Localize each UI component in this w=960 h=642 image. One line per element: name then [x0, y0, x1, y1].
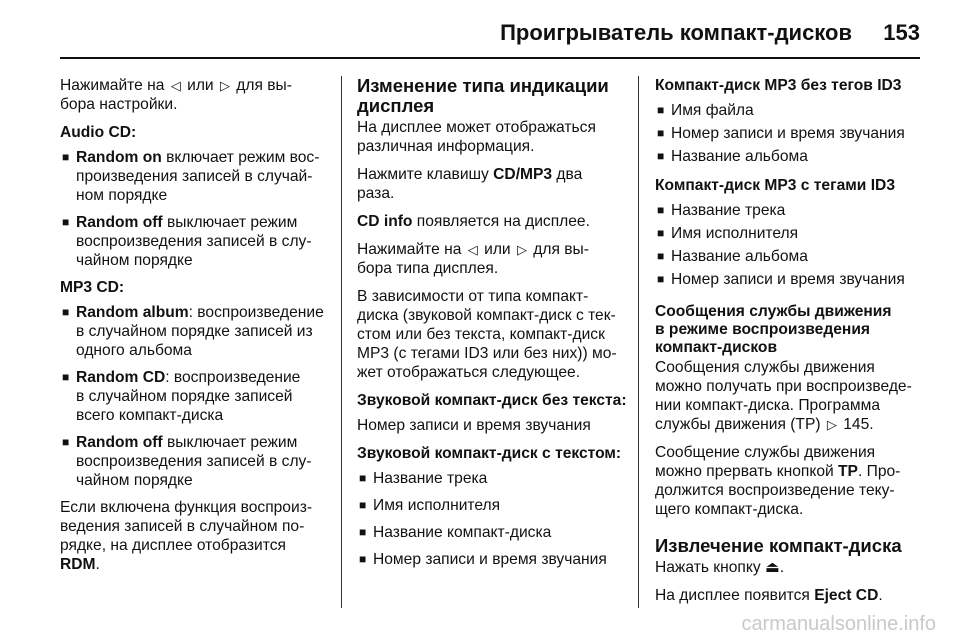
- column-divider-2: [638, 76, 639, 608]
- list-item: ■ Имя исполнителя: [357, 496, 629, 515]
- audio-cd-label: Audio CD:: [60, 124, 137, 141]
- page-header: [0, 0, 960, 62]
- list-item: ■ Имя исполнителя: [655, 224, 927, 243]
- paragraph: Сообщения службы движения можно получать при воспроизведе- нии компакт-диска. Программа службы движения (TP) ▷ 145.: [655, 359, 912, 433]
- section-heading-display-type: Изменение типа индикации дисплея: [357, 75, 609, 116]
- list-item: ■ Название альбома: [655, 147, 927, 166]
- section-heading-eject: Извлечение компакт-диска: [655, 535, 902, 556]
- mp3-cd-label: MP3 CD:: [60, 279, 125, 296]
- intro-paragraph: Нажимайте на ◁ или ▷ для вы- бора настройки.: [60, 77, 292, 113]
- paragraph: CD info появляется на дисплее.: [357, 213, 590, 230]
- paragraph: На дисплее может отображаться различная информация.: [357, 119, 596, 155]
- paragraph: В зависимости от типа компакт- диска (звуковой компакт-диск с тек- стом или без текста, компакт-диск МР3 (с тегами ID3 или без них)) мо- жет отображаться следующее.: [357, 288, 617, 381]
- list-item: ■ Название альбома: [655, 247, 927, 266]
- list-item: ■ Имя файла: [655, 101, 927, 120]
- right-triangle-icon: ▷: [219, 78, 230, 93]
- paragraph: На дисплее появится Eject CD.: [655, 587, 883, 604]
- column-1: [60, 76, 332, 583]
- page-number: 153: [883, 20, 920, 45]
- column-3: [655, 76, 927, 614]
- paragraph: Нажимайте на ◁ или ▷ для вы- бора типа дисплея.: [357, 241, 589, 277]
- subheading: Компакт-диск MP3 без тегов ID3: [655, 77, 902, 94]
- audio-cd-list: [60, 148, 332, 270]
- column-divider-1: [341, 76, 342, 608]
- list-item: ■ Название трека: [655, 201, 927, 220]
- section-heading-traffic: Сообщения службы движения в режиме воспроизведения компакт-дисков: [655, 303, 892, 356]
- right-triangle-icon: ▷: [516, 242, 527, 257]
- subheading: Звуковой компакт-диск с текстом:: [357, 445, 622, 462]
- mp3-cd-list: [60, 303, 332, 490]
- mp3-tags-list: [655, 201, 927, 289]
- list-item: ■ Random album: воспроизведение в случайном порядке записей из одного альбома: [60, 303, 332, 360]
- column-2: [357, 76, 629, 577]
- outro-paragraph: Если включена функция воспроиз- ведения записей в случайном по- рядке, на дисплее отобразится RDM.: [60, 499, 313, 573]
- audio-cd-text-list: [357, 469, 629, 569]
- subheading: Звуковой компакт-диск без текста:: [357, 392, 627, 409]
- list-item: ■ Номер записи и время звучания: [655, 270, 927, 289]
- list-item: ■ Номер записи и время звучания: [655, 124, 927, 143]
- paragraph: Нажать кнопку ⏏.: [655, 559, 785, 576]
- mp3-no-tags-list: [655, 101, 927, 166]
- list-item: ■ Random CD: воспроизведение в случайном порядке записей всего компакт-диска: [60, 368, 332, 425]
- list-item: ■ Random off выключает режим воспроизведения записей в слу- чайном порядке: [60, 433, 332, 490]
- list-item: ■ Название трека: [357, 469, 629, 488]
- subheading: Компакт-диск MP3 с тегами ID3: [655, 177, 895, 194]
- list-item: ■ Название компакт-диска: [357, 523, 629, 542]
- page-title: Проигрыватель компакт-дисков: [500, 20, 852, 45]
- list-item: ■ Номер записи и время звучания: [357, 550, 629, 569]
- paragraph: Номер записи и время звучания: [357, 417, 591, 434]
- paragraph: Нажмите клавишу CD/MP3 два раза.: [357, 166, 583, 202]
- left-triangle-icon: ◁: [170, 78, 181, 93]
- paragraph: Сообщение службы движения можно прервать кнопкой TP. Про- должится воспроизведение теку- щего компакт-диска.: [655, 444, 901, 518]
- watermark: carmanualsonline.info: [741, 613, 936, 635]
- list-item: ■ Random on включает режим вос- произведения записей в случай- ном порядке: [60, 148, 332, 205]
- page-reference[interactable]: 145: [843, 416, 870, 433]
- eject-icon: ⏏: [764, 559, 780, 576]
- header-rule: [60, 57, 920, 59]
- list-item: ■ Random off выключает режим воспроизведения записей в слу- чайном порядке: [60, 213, 332, 270]
- reference-arrow-icon: ▷: [826, 417, 837, 432]
- left-triangle-icon: ◁: [467, 242, 478, 257]
